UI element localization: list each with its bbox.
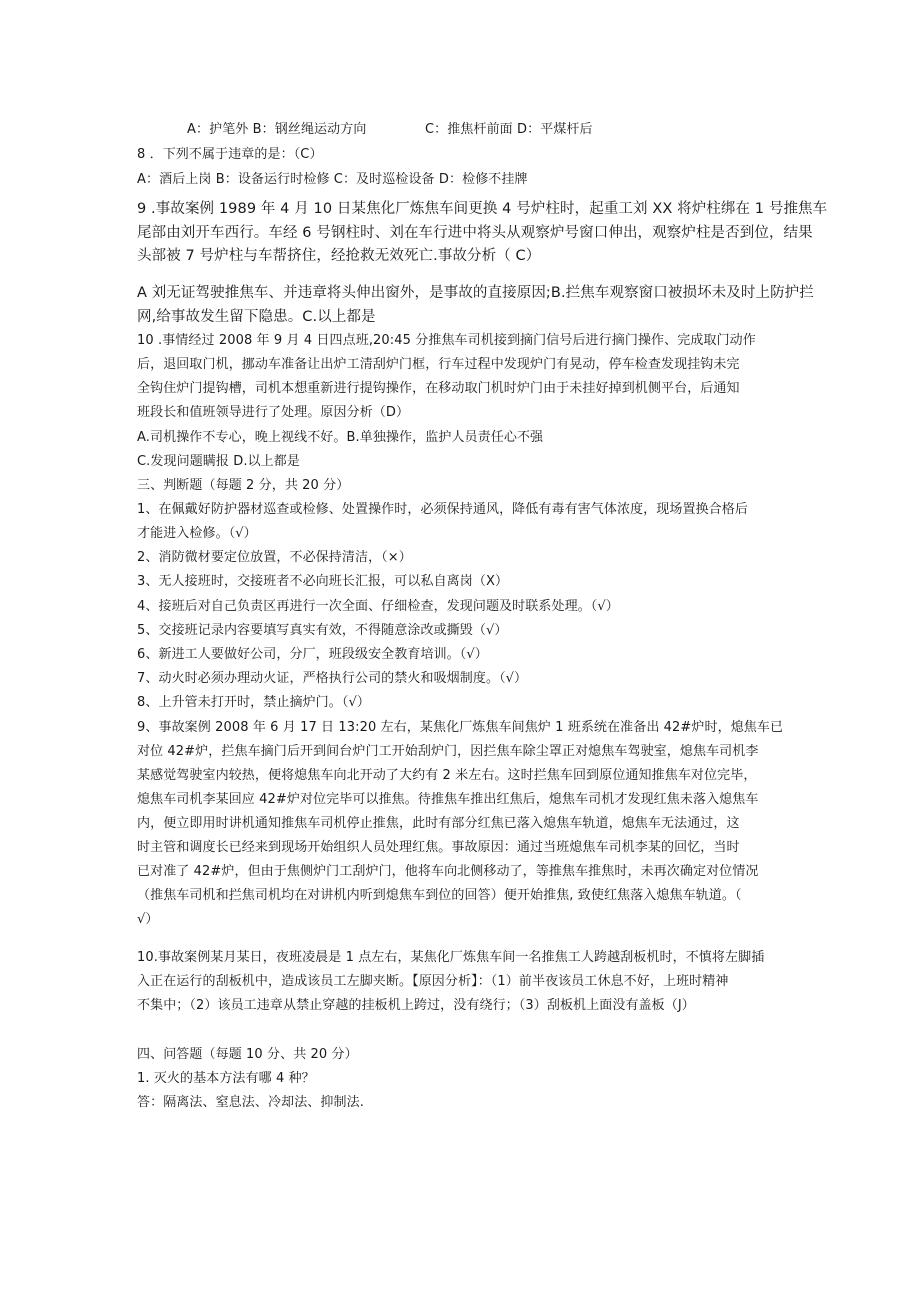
judge-item: 3、无人接班时，交接班者不必向班长汇报，可以私自离岗（X） [137, 574, 509, 589]
q8-options: A：酒后上岗 B：设备运行时检修 C：及时巡检设备 D：检修不挂牌 [137, 172, 528, 187]
judge-item: 4、接班后对自己负责区再进行一次全面、仔细检查，发现问题及时联系处理。（√） [137, 599, 619, 614]
judge-q10-line: 入正在运行的刮板机中，造成该员工左脚夹断。【原因分析】：（1）前半夜该员工休息不好，上班时精神 [137, 974, 729, 989]
judge-q9-line: 9、事故案例 2008 年 6 月 17 日 13:20 左右，某焦化厂炼焦车间焦炉 1 班系统在准备出 42#炉时，熄焦车已 [137, 720, 784, 735]
q10-line-4: 班段长和值班领导进行了处理。原因分析（D） [137, 405, 410, 420]
q8-stem: 8 ．下列不属于违章的是：（C） [137, 147, 323, 162]
judge-item: 8、上升管未打开时，禁止摘炉门。（√） [137, 695, 370, 710]
judge-q9-line: 某感觉驾驶室内较热，便将熄焦车向北开动了大约有 2 米左右。这时拦焦车回到原位通知推焦车对位完毕， [137, 768, 757, 783]
judge-item: 1、在佩戴好防护器材巡查或检修、处置操作时，必须保持通风，降低有毒有害气体浓度，现场置换合格后 [137, 502, 748, 517]
judge-item: 2、消防微材要定位放置，不必保持清洁，（×） [137, 550, 412, 565]
section4-title: 四、问答题（每题 10 分、共 20 分） [137, 1047, 358, 1062]
q10-options-line-1: A.司机操作不专心，晚上视线不好。B.单独操作，监护人员责任心不强 [137, 430, 544, 445]
q9-line-3: 头部被 7 号炉柱与车帮挤住，经抢救无效死亡.事故分析（ C） [137, 248, 541, 264]
q9-options-line-1: A 刘无证驾驶推焦车、并违章将头伸出窗外，是事故的直接原因;B.拦焦车观察窗口被损坏未及时上防护拦 [137, 285, 814, 301]
judge-q9-line: 已对准了 42#炉，但由于焦侧炉门工刮炉门，他将车向北侧移动了，等推焦车推焦时，未再次确定对位情况 [137, 864, 759, 879]
q10-line-3: 全钩住炉门提钩槽，司机本想重新进行提钩操作，在移动取门机时炉门由于未挂好掉到机侧平台，后通知 [137, 381, 740, 396]
judge-q10-line: 不集中；（2）该员工违章从禁止穿越的挂板机上跨过，没有绕行；（3）刮板机上面没有盖板（J） [137, 998, 695, 1013]
q7-option-ab: A：护笔外 B：钢丝绳运动方向 [187, 122, 367, 137]
q9-options-line-2: 网,给事故发生留下隐患。C.以上都是 [137, 309, 376, 325]
judge-item: 才能进入检修。（√） [137, 526, 257, 541]
judge-q9-line: 对位 42#炉，拦焦车摘门后开到间台炉门工开始刮炉门，因拦焦车除尘罩正对熄焦车驾驶室，熄焦车司机李 [137, 744, 759, 759]
judge-q9-line: 时主管和调度长已经来到现场开始组织人员处理红焦。事故原因：通过当班熄焦车司机李某的回忆，当时 [137, 840, 740, 855]
q9-line-2: 尾部由刘开车西行。车经 6 号钢柱时、刘在车行进中将头从观察炉号窗口伸出，观察炉柱是否到位，结果 [137, 225, 813, 241]
q10-line-2: 后，退回取门机，挪动车准备让出炉工清刮炉门框，行车过程中发现炉门有晃动，停车检查发现挂钩未完 [137, 357, 740, 372]
section3-title: 三、判断题（每题 2 分，共 20 分） [137, 478, 350, 493]
q7-option-cd: C：推焦杆前面 D：平煤杆后 [425, 122, 593, 137]
q10-options-line-2: C.发现问题瞒报 D.以上都是 [137, 454, 300, 469]
judge-item: 5、交接班记录内容要填写真实有效，不得随意涂改或撕毁（√） [137, 623, 508, 638]
judge-q9-line: 内，便立即用时讲机通知推焦车司机停止推焦，此时有部分红焦已落入熄焦车轨道，熄焦车无法通过，这 [137, 816, 740, 831]
q9-line-1: 9 .事故案例 1989 年 4 月 10 日某焦化厂炼焦车间更换 4 号炉柱时，起重工刘 XX 将炉柱绑在 1 号推焦车 [137, 201, 828, 217]
judge-q10-line: 10.事故案例某月某日，夜班凌晨是 1 点左右，某焦化厂炼焦车间一名推焦工人跨越刮板机时，不慎将左脚插 [137, 950, 765, 965]
judge-q9-line: （推焦车司机和拦焦司机均在对讲机内听到熄焦车到位的回答）便开始推焦, 致使红焦落入熄焦车轨道。（ [137, 888, 742, 903]
judge-item: 6、新进工人要做好公司，分厂，班段级安全教育培训。（√） [137, 647, 488, 662]
q7-options [187, 118, 847, 142]
qa-question-1: 1. 灭火的基本方法有哪 4 种？ [137, 1071, 315, 1086]
judge-item: 7、动火时必须办理动火证，严格执行公司的禁火和吸烟制度。（√） [137, 671, 528, 686]
judge-q9-line: √） [137, 912, 159, 927]
judge-q9-line: 熄焦车司机李某回应 42#炉对位完毕可以推焦。待推焦车推出红焦后，熄焦车司机才发现红焦未落入熄焦车 [137, 792, 759, 807]
qa-answer-1: 答：隔离法、窒息法、冷却法、抑制法. [137, 1095, 364, 1110]
q10-line-1: 10 .事情经过 2008 年 9 月 4 日四点班,20:45 分推焦车司机接到摘门信号后进行摘门操作、完成取门动作 [137, 333, 756, 348]
